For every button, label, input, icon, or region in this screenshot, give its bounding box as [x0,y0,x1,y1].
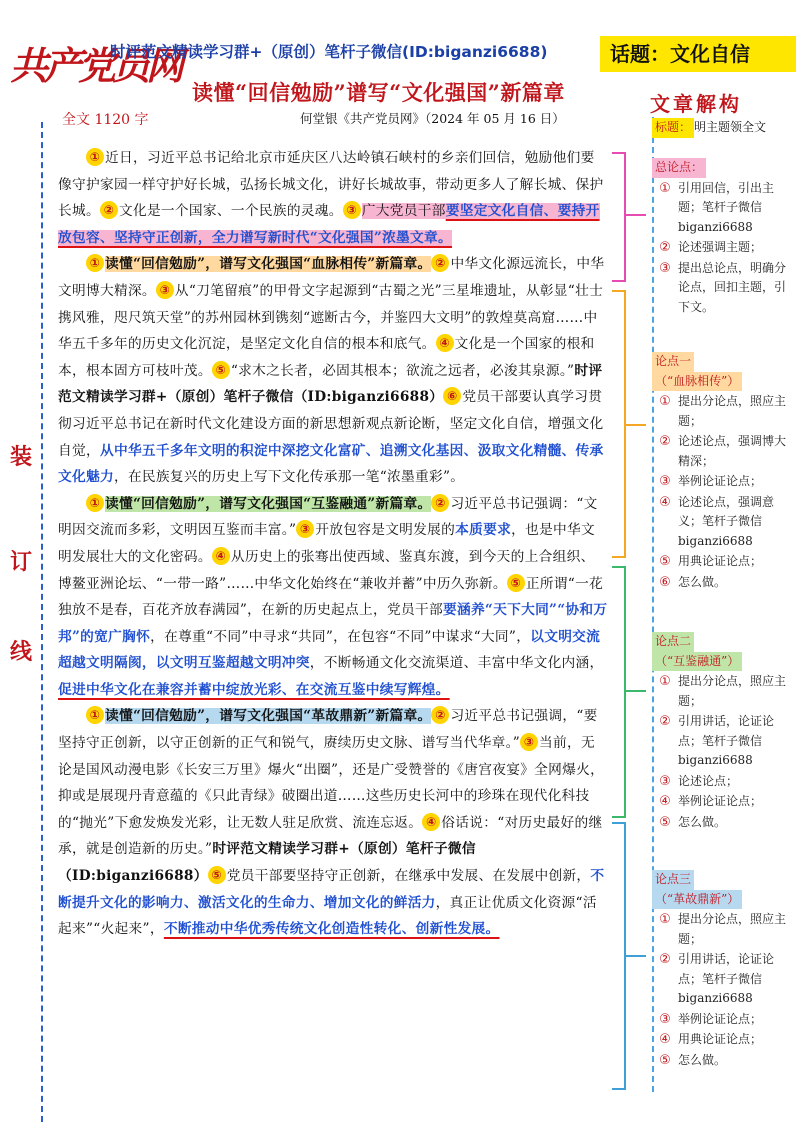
wechat-banner: 时评范文精读学习群+（原创）笔杆子微信(ID:biganzi6688) [110,43,548,61]
thesis-statement: 要坚定文化自信、要持开放包容、坚持守正创新，全力谱写新时代“文化强国”浓墨文章。 [58,203,600,246]
sidebar-item [652,1010,794,1030]
sentence-number: ③ [156,281,174,299]
sentence: 文化是一个国家、一个民族的灵魂。 [118,203,343,220]
section-bracket [612,822,626,1090]
sentence: ，也是中华文明发展壮大的文化密码。 [58,522,596,565]
sentence-number: ⑤ [208,866,226,884]
sidebar-item [652,672,794,711]
sentence: 习近平总书记强调，“要坚持守正创新，以守正创新的正气和锐气，赓续历史文脉、谱写当代华章。” [58,708,598,752]
sidebar-item [652,813,794,833]
sentence-number: ④ [212,547,230,565]
sentence: ，在尊重“不同”中寻求“共同”，在包容“不同”中谋求“大同”， [150,628,531,645]
sidebar-item [652,1030,794,1050]
key-phrase: 以文明交流超越文明隔阂，以文明互鉴超越文明冲突 [58,628,601,672]
sentence-number: ⑤ [212,361,230,379]
bracket-tick [626,214,646,216]
item-text: 提出总论点，明确分论点，回扣主题，引下文。 [678,260,787,314]
binding-char: 装 [10,444,33,470]
item-text: 引用讲话，论证论点；笔杆子微信 biganzi6688 [678,714,775,767]
sub-thesis-3: 读懂“回信勉励”，谱写文化强国“革故鼎新”新篇章。 [105,708,432,725]
sub-tag: （“革故鼎新”） [652,890,742,910]
site-logo: 共产党员网 [10,43,181,88]
sentence-number: ① [86,254,104,272]
sentence: ，真正让优质文化资源“活起来”“火起来”， [58,894,597,938]
sidebar-item [652,1051,794,1071]
item-text: 怎么做。 [678,574,727,589]
sentence: 当前，无论是国风动漫电影《长安三万里》爆火“出圈”，还是广受赞誉的《唐宫夜宴》全网爆火，抑或是展现丹青意蕴的《只此青绿》破圈出道……这些历史长河中的珍珠在现代化科技的“抛光”下愈发焕发光彩，让无数人驻足欣赏、流连忘返。 [58,735,605,831]
item-number: ③ [659,773,671,789]
sidebar-text: 明主题领全文 [694,120,767,134]
sub-tag: （“血脉相传”） [652,372,742,392]
sidebar-section-point-2 [652,632,794,832]
item-number: ① [659,912,671,927]
label-tag: 总论点： [652,158,706,178]
sub-thesis-2: 读懂“回信勉励”，谱写文化强国“互鉴融通”新篇章。 [105,495,432,512]
sentence-number: ① [86,494,104,512]
sidebar-item [652,259,794,318]
sentence: 正所谓“一花独放不是春，百花齐放春满园”，在新的历史起点上，党员干部 [58,575,604,619]
page-title: 读懂“回信勉励”谱写“文化强国”新篇章 [192,80,565,105]
item-number: ④ [659,794,671,809]
paragraph-point-2 [58,491,608,704]
item-text: 引用回信，引出主题；笔杆子微信 biganzi6688 [678,180,775,234]
item-text: 论述论点，强调意义；笔杆子微信 biganzi6688 [678,494,775,548]
item-text: 提出分论点，照应主题； [678,674,787,708]
section-bracket [612,152,626,282]
sub-tag: （“互鉴融通”） [652,652,742,672]
sidebar-item [652,712,794,771]
sentence: ，不断畅通文化交流渠道、丰富中华文化内涵， [309,655,604,672]
sentence: ，在民族复兴的历史上写下文化传承那一笔“浓墨重彩”。 [113,469,465,486]
sentence-number: ② [431,494,449,512]
wechat-ad: 时评范文精读学习群+（原创）笔杆子微信（ID:biganzi6688） [58,362,603,406]
item-text: 怎么做。 [678,814,727,829]
bracket-tick [626,955,646,957]
item-text: 举例论证论点； [678,474,763,488]
section-bracket [612,566,626,818]
sentence: 中华文化源远流长，中华文明博大精深。 [58,256,605,299]
item-number: ① [659,674,671,689]
sidebar-item [652,772,794,792]
sidebar-section-thesis [652,158,794,317]
item-number: ⑤ [659,1052,671,1068]
sentence: 从历史上的张骞出使西域、鉴真东渡，到今天的上合组织、博鳌亚洲论坛、“一带一路”……中华文化始终在“兼收并蓄”中历久弥新。 [58,548,595,592]
item-text: 提出分论点，照应主题； [678,394,787,428]
sidebar-intro [652,118,794,138]
binding-dashed-line [41,122,43,1122]
label-tag: 论点三 [652,870,694,890]
sidebar-item [652,493,794,552]
sidebar-item [652,552,794,572]
sidebar-item [652,950,794,1009]
item-number: ① [659,180,671,196]
key-phrase: 不断提升文化的影响力、激活文化的生命力、增加文化的鲜活力 [58,868,605,911]
sentence: 近日，习近平总书记给北京市延庆区八达岭镇石峡村的乡亲们回信，勉励他们要像守护家园一样守护好长城，弘扬长城文化，讲好长城故事，带动更多人了解长城、保护长城。 [58,150,604,220]
wechat-ad: 时评范文精读学习群+（原创）笔杆子微信（ID:biganzi6688） [58,841,476,885]
paragraph-point-3 [58,703,608,942]
item-number: ③ [659,1011,671,1027]
sidebar-item [652,238,794,258]
sentence-number: ④ [422,813,440,831]
sentence-number: ③ [296,520,314,538]
sidebar-item [652,573,794,593]
key-phrase: 本质要求 [455,522,512,539]
item-text: 论述论点； [678,773,739,788]
item-text: 用典论证论点； [678,1032,763,1046]
sentence-number: ① [86,706,104,724]
sentence: 党员干部要认真学习贯彻习近平总书记在新时代文化建设方面的新思想新观点新论断，坚定文化自信，增强文化自觉， [58,389,604,459]
sentence: 文化是一个国家的根和本，根本固方可枝叶茂。 [58,336,595,379]
item-number: ③ [659,474,671,489]
article-body [58,145,608,943]
article-source: 何堂银《共产党员网》（2024 年 05 月 16 日） [300,111,565,126]
sentence-number: ② [431,254,449,272]
item-number: ① [659,394,671,409]
item-text: 提出分论点，照应主题； [678,912,787,946]
sentence: 俗话说：“对历史最好的继承，就是创造新的历史。” [58,814,603,858]
sidebar-item [652,432,794,471]
sidebar-item [652,472,794,492]
sentence-number: ① [86,148,104,166]
sidebar-title: 文章解构 [650,92,742,116]
paragraph-point-1 [58,251,608,490]
key-phrase: 要涵养“天下大同”“协和万邦”的宽广胸怀 [58,602,608,645]
item-text: 举例论证论点； [678,794,763,808]
item-number: ⑥ [659,574,671,590]
item-number: ② [659,952,671,967]
sentence-number: ③ [343,201,361,219]
paragraph-intro [58,145,608,251]
sentence-number: ④ [436,334,454,352]
item-number: ③ [659,260,671,276]
bracket-tick [626,424,646,426]
sentence-number: ② [431,706,449,724]
item-number: ② [659,714,671,729]
sidebar-section-point-3 [652,870,794,1070]
sentence-number: ⑥ [443,387,461,405]
sentence-number: ⑤ [507,574,525,592]
bracket-tick [626,690,646,692]
label-tag: 论点二 [652,632,694,652]
item-text: 论述强调主题； [678,240,763,254]
item-text: 怎么做。 [678,1052,727,1067]
sentence: 党员干部要坚持守正创新，在继承中发展、在发展中创新， [226,868,591,885]
item-text: 用典论证论点； [678,554,763,568]
key-phrase: 促进中华文化在兼容并蓄中绽放光彩、在交流互鉴中续写辉煌。 [58,681,450,698]
item-number: ⑤ [659,554,671,569]
item-number: ④ [659,494,671,510]
label-tag: 论点一 [652,352,694,372]
item-number: ② [659,434,671,449]
sentence: 开放包容是文明发展的 [315,522,456,539]
sentence: “求木之长者，必固其根本；欲流之远者，必浚其泉源。” [230,362,575,379]
sentence-number: ② [100,201,118,219]
item-number: ⑤ [659,814,671,830]
item-text: 论述论点，强调博大精深； [678,434,787,468]
word-count: 全文 1120 字 [62,112,149,128]
topic-badge: 话题：文化自信 [600,36,796,72]
item-number: ④ [659,1032,671,1047]
sentence: 从“刀笔留痕”的甲骨文字起源到“古蜀之光”三星堆遗址，从彰显“壮士携风雅，咫尺筑天堂”的苏州园林到镌刻“遮断古今，并鉴四大文明”的敦煌莫高窟……中华五千多年的历史文化沉淀，是坚定文化自信的根本和底气。 [58,282,604,353]
sidebar-item [652,910,794,949]
key-phrase: 不断推动中华优秀传统文化创造性转化、创新性发展。 [163,921,500,938]
item-number: ② [659,240,671,255]
key-phrase: 从中华五千多年文明的积淀中深挖文化富矿、追溯文化基因、汲取文化精髓、传承文化魅力 [58,442,604,486]
thesis-subject: 广大党员干部 [361,203,446,220]
item-text: 引用讲话，论证论点；笔杆子微信 biganzi6688 [678,952,775,1005]
binding-char: 订 [10,549,33,575]
sentence-number: ③ [520,733,538,751]
section-bracket [612,290,626,558]
sentence: 习近平总书记强调：“文明因交流而多彩，文明因互鉴而丰富。” [58,495,598,539]
sidebar-item [652,392,794,431]
item-text: 举例论证论点； [678,1011,763,1026]
sidebar-section-point-1 [652,352,794,592]
sidebar-item [652,792,794,812]
sub-thesis-1: 读懂“回信勉励”，谱写文化强国“血脉相传”新篇章。 [105,256,432,273]
sidebar-item [652,179,794,238]
binding-char: 线 [10,639,33,665]
label-tag: 标题： [652,118,694,138]
